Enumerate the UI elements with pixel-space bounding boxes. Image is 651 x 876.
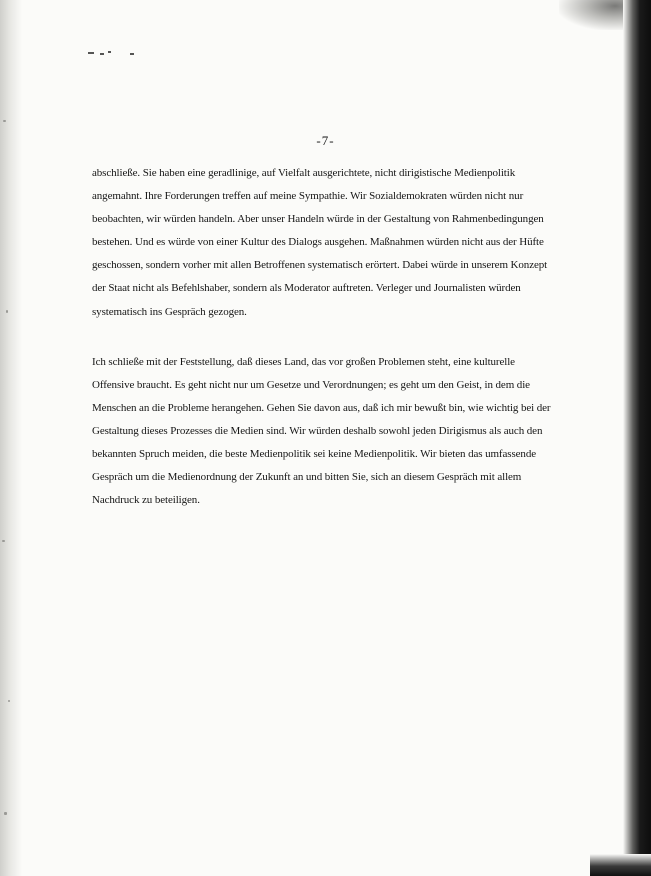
- text-line: Menschen an die Probleme herangehen. Gehen Sie davon aus, daß ich mir bewußt bin, wie wichtig bei der: [92, 401, 551, 414]
- text-line: Gestaltung dieses Prozesses die Medien sind. Wir würden deshalb sowohl jeden Dirigismus als auch den: [92, 424, 543, 437]
- text-line: beobachten, wir würden handeln. Aber unser Handeln würde in der Gestaltung von Rahmenbedingungen: [92, 213, 544, 226]
- text-line: Gespräch um die Medienordnung der Zukunft an und bitten Sie, sich an diesem Gespräch mit allem: [92, 471, 522, 484]
- scan-marks: [88, 48, 148, 58]
- scan-edge-bottom: [590, 854, 651, 876]
- text-line: der Staat nicht als Befehlshaber, sondern als Moderator auftreten. Verleger und Journalisten würden: [92, 282, 521, 295]
- text-line: Offensive braucht. Es geht nicht nur um Gesetze und Verordnungen; es geht um den Geist, in dem die: [92, 378, 530, 391]
- scan-edge-left: [0, 0, 22, 876]
- text-line: Ich schließe mit der Feststellung, daß dieses Land, das vor großen Problemen steht, eine kulturelle: [92, 355, 515, 368]
- body-text: [92, 162, 570, 512]
- paragraph-2: [92, 351, 570, 513]
- text-line: bestehen. Und es würde von einer Kultur des Dialogs ausgehen. Maßnahmen würden nicht aus der Hüfte: [92, 236, 544, 249]
- paragraph-1: [92, 162, 570, 324]
- scan-edge-right: [623, 0, 651, 876]
- text-line: Nachdruck zu beteiligen.: [92, 494, 200, 507]
- text-line: bekannten Spruch meiden, die beste Medienpolitik sei keine Medienpolitik. Wir bieten das umfassende: [92, 448, 537, 461]
- paragraph-gap: [92, 324, 570, 351]
- text-line: angemahnt. Ihre Forderungen treffen auf meine Sympathie. Wir Sozialdemokraten würden nicht nur: [92, 190, 524, 203]
- page-number: -7-: [316, 133, 335, 148]
- text-line: geschossen, sondern vorher mit allen Betroffenen systematisch erörtert. Dabei würde in unserem Konzept: [92, 259, 548, 272]
- text-line: systematisch ins Gespräch gezogen.: [92, 305, 247, 318]
- text-line: abschließe. Sie haben eine geradlinige, auf Vielfalt ausgerichtete, nicht dirigistische Medienpolitik: [92, 167, 516, 179]
- scan-corner-shadow: [559, 0, 629, 30]
